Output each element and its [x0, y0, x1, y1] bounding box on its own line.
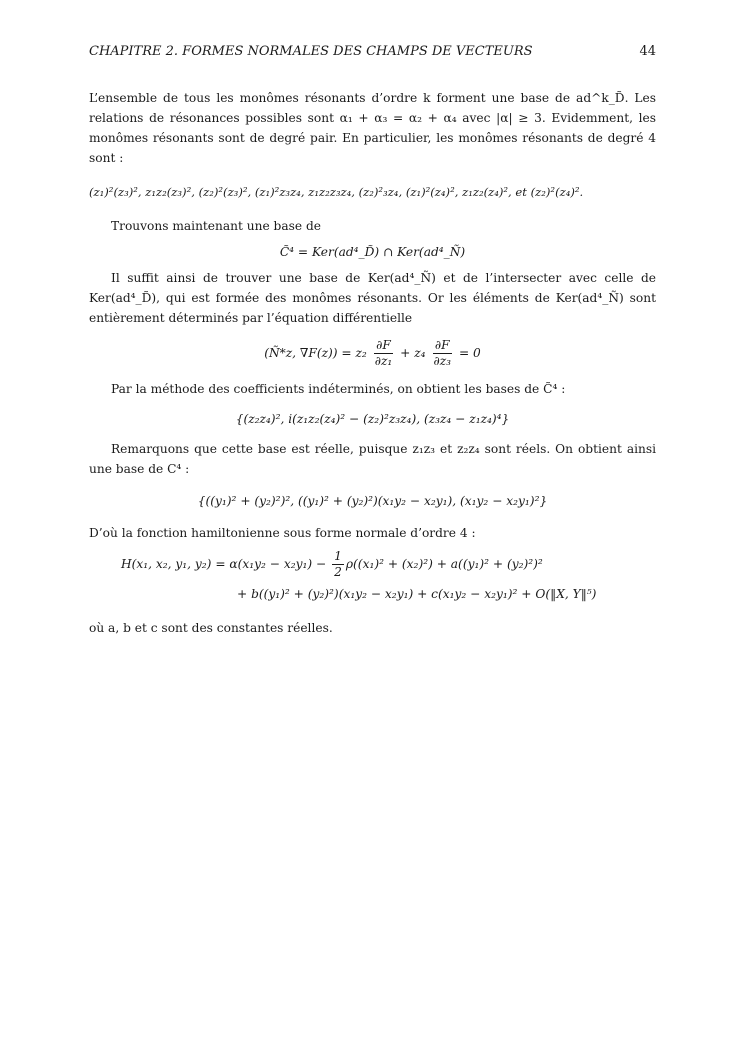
equation-hamiltonian — [89, 549, 656, 604]
fraction-denominator: 2 — [334, 565, 342, 579]
equation-real-basis: {((y₁)² + (y₂)²)², ((y₁)² + (y₂)²)(x₁y₂ − x₂y₁), (x₁y₂ − x₂y₁)²} — [197, 494, 548, 508]
paragraph-real-basis: Remarquons que cette base est réelle, puisque z₁z₃ et z₂z₄ sont réels. On obtient ainsi une base de C⁴ : — [89, 442, 656, 476]
paragraph-constants: où a, b et c sont des constantes réelles. — [89, 621, 333, 635]
fraction-denominator: ∂z₃ — [433, 354, 452, 368]
hamiltonian-line-1 — [121, 549, 656, 580]
paragraph-hamiltonian: D’où la fonction hamiltonienne sous forme normale d’ordre 4 : — [89, 526, 476, 540]
paragraph-resonant-monomials: L’ensemble de tous les monômes résonants d’ordre k forment une base de ad^k_D̃. Les relations de résonances possibles sont α₁ + α₃ = α₂ + α₄ avec |α| ≥ 3. Evidemment, les monômes résonants sont de degré pair. En particulier, les monômes résonants de degré 4 sont : — [89, 91, 656, 165]
hamiltonian-right: ρ((x₁)² + (x₂)²) + a((y₁)² + (y₂)²)² — [345, 557, 543, 571]
fraction-numerator: ∂F — [376, 338, 391, 352]
hamiltonian-left: H(x₁, x₂, y₁, y₂) = α(x₁y₂ − x₂y₁) − — [121, 557, 327, 571]
running-header — [89, 44, 656, 59]
fraction-dF-dz1 — [373, 338, 395, 369]
fraction-denominator: ∂z₁ — [374, 354, 393, 368]
paragraph-kernel: Il suffit ainsi de trouver une base de Ker(ad⁴_Ñ) et de l’intersecter avec celle de Ker(ad⁴_D̃), qui est formée des monômes résonants. Or les éléments de Ker(ad⁴_Ñ) sont entièrement déterminés par l’équation différentielle — [89, 271, 656, 325]
equation-complex-basis: {(z₂z₄)², i(z₁z₂(z₄)² − (z₂)²z₃z₄), (z₃z₄ − z₁z₄)⁴} — [235, 412, 510, 426]
fraction-dF-dz3 — [431, 338, 453, 369]
fraction-one-half — [332, 549, 344, 580]
fraction-numerator: ∂F — [434, 338, 450, 352]
equation-monomials: (z₁)²(z₃)², z₁z₂(z₃)², (z₂)²(z₃)², (z₁)²z₃z₄, z₁z₂z₃z₄, (z₂)²₃z₄, (z₁)²(z₄)², z₁z₂(z₄)², et (z₂)²(z₄)². — [89, 185, 584, 199]
equation-differential — [89, 338, 656, 369]
hamiltonian-line-2: + b((y₁)² + (y₂)²)(x₁y₂ − x₂y₁) + c(x₁y₂ − x₂y₁)² + O(‖X, Y‖⁵) — [237, 587, 597, 601]
equation-c4-definition: C̃⁴ = Ker(ad⁴_D̃) ∩ Ker(ad⁴_Ñ) — [279, 245, 466, 259]
page-number: 44 — [639, 44, 656, 59]
paragraph-coefficients: Par la méthode des coefficients indéterminés, on obtient les bases de C̃⁴ : — [111, 382, 566, 396]
main-text — [89, 88, 656, 638]
pde-left: (Ñ*z, ∇F(z)) = z₂ — [264, 346, 367, 360]
paragraph-find-basis: Trouvons maintenant une base de — [111, 219, 321, 233]
pde-middle: + z₄ — [400, 346, 426, 360]
pde-right: = 0 — [458, 346, 481, 360]
chapter-title: CHAPITRE 2. FORMES NORMALES DES CHAMPS DE VECTEURS — [89, 44, 533, 59]
fraction-numerator: 1 — [334, 549, 342, 563]
